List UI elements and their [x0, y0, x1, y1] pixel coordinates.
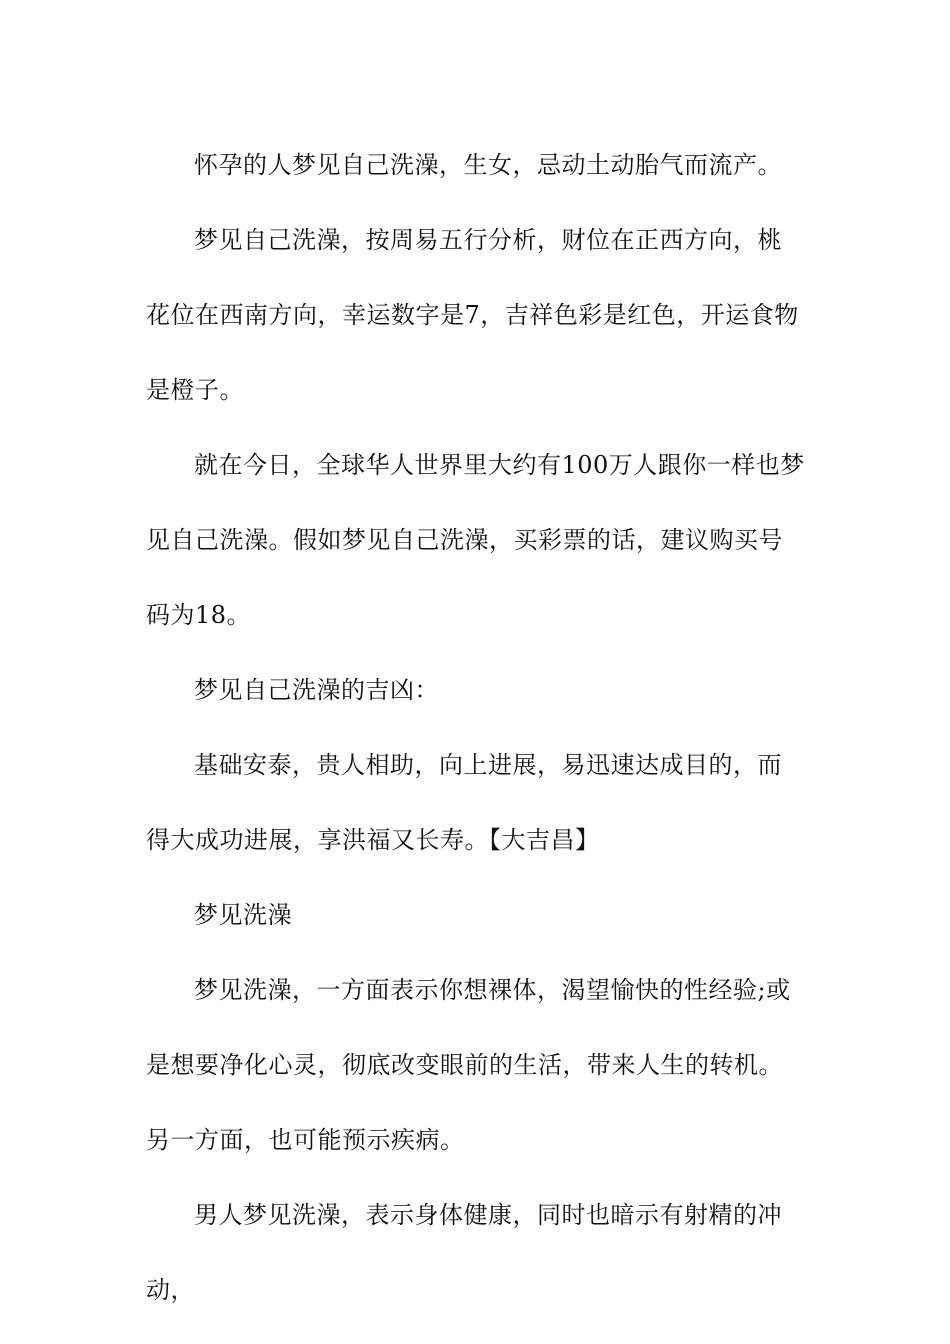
paragraph: 就在今日，全球华人世界里大约有100万人跟你一样也梦见自己洗澡。假如梦见自己洗澡，买彩票的话，建议购买号码为18。 — [146, 451, 805, 629]
section-heading: 梦见洗澡 — [194, 901, 292, 929]
paragraph: 怀孕的人梦见自己洗澡，生女，忌动土动胎气而流产。 — [194, 151, 782, 179]
paragraph: 梦见洗澡，一方面表示你想裸体，渴望愉快的性经验;或是想要净化心灵，彻底改变眼前的生活，带来人生的转机。另一方面，也可能预示疾病。 — [146, 976, 791, 1154]
paragraph: 基础安泰，贵人相助，向上进展，易迅速达成目的，而得大成功进展，享洪福又长寿。【大吉昌】 — [146, 751, 782, 854]
paragraph: 梦见自己洗澡的吉凶： — [194, 676, 439, 704]
paragraph: 男人梦见洗澡，表示身体健康，同时也暗示有射精的冲动， — [146, 1201, 782, 1304]
paragraph: 梦见自己洗澡，按周易五行分析，财位在正西方向，桃花位在西南方向，幸运数字是7，吉祥色彩是红色，开运食物是橙子。 — [146, 226, 799, 404]
document-body — [146, 128, 806, 1328]
